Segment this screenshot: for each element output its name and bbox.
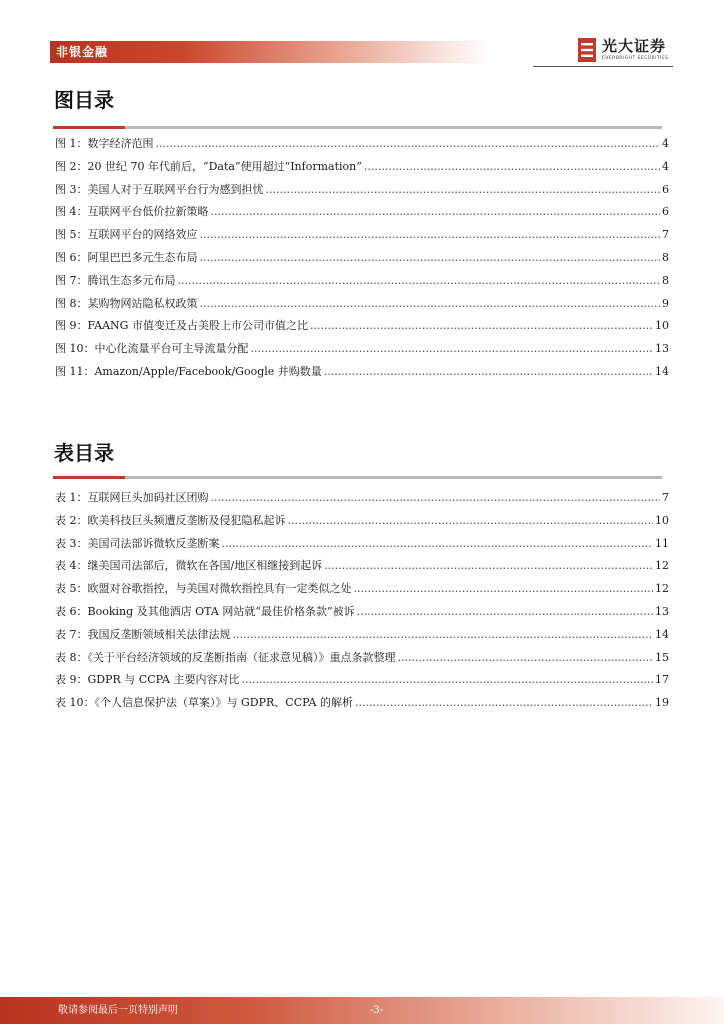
header-band — [50, 41, 490, 63]
toc-leader-dots — [266, 183, 661, 196]
toc-leader-dots — [233, 628, 654, 641]
toc-entry-label: 表 4：继美国司法部后，微软在各国/地区相继接到起诉 — [55, 559, 323, 573]
toc-entry-page: 12 — [655, 582, 669, 596]
toc-leader-dots — [211, 491, 661, 504]
toc-entry[interactable] — [55, 671, 669, 694]
toc-leader-dots — [357, 605, 653, 618]
toc-entry[interactable] — [55, 135, 669, 158]
figure-index-title: 图目录 — [54, 88, 114, 112]
toc-entry-label: 表 9：GDPR 与 CCPA 主要内容对比 — [55, 673, 240, 687]
toc-leader-dots — [222, 537, 654, 550]
toc-entry-label: 图 2：20 世纪 70 年代前后，“Data”使用超过“Information” — [55, 159, 362, 173]
everbright-logo — [578, 36, 673, 66]
toc-leader-dots — [355, 696, 653, 709]
toc-entry-page: 4 — [662, 159, 669, 173]
table-index-title: 表目录 — [54, 441, 114, 465]
toc-entry-page: 7 — [662, 228, 669, 242]
toc-entry-page: 9 — [662, 296, 669, 310]
toc-entry[interactable] — [55, 489, 669, 512]
toc-entry-page: 14 — [655, 627, 669, 641]
figure-index-rule — [53, 126, 662, 129]
toc-entry[interactable] — [55, 226, 669, 249]
toc-entry-page: 8 — [662, 250, 669, 264]
toc-entry-label: 图 11：Amazon/Apple/Facebook/Google 并购数量 — [55, 364, 322, 378]
toc-entry-label: 图 10：中心化流量平台可主导流量分配 — [55, 342, 249, 356]
toc-entry-page: 14 — [655, 364, 669, 378]
toc-entry-page: 13 — [655, 342, 669, 356]
toc-leader-dots — [211, 205, 661, 218]
toc-leader-dots — [200, 297, 661, 310]
logo-text-cn: 光大证券 — [602, 37, 667, 55]
table-index-list — [55, 489, 669, 717]
toc-entry[interactable] — [55, 557, 669, 580]
toc-leader-dots — [156, 137, 661, 150]
toc-entry-label: 表 3：美国司法部诉微软反垄断案 — [55, 536, 220, 550]
toc-entry[interactable] — [55, 158, 669, 181]
toc-entry[interactable] — [55, 603, 669, 626]
toc-leader-dots — [324, 365, 653, 378]
toc-entry-label: 表 5：欧盟对谷歌指控，与美国对微软指控具有一定类似之处 — [55, 582, 352, 596]
toc-entry[interactable] — [55, 295, 669, 318]
toc-entry-page: 17 — [655, 673, 669, 687]
toc-entry[interactable] — [55, 317, 669, 340]
toc-leader-dots — [288, 514, 654, 527]
toc-entry[interactable] — [55, 580, 669, 603]
toc-entry-label: 表 1：互联网巨头加码社区团购 — [55, 491, 209, 504]
toc-entry-label: 图 1：数字经济范围 — [55, 137, 154, 150]
toc-leader-dots — [354, 582, 654, 595]
toc-entry-page: 8 — [662, 273, 669, 287]
toc-entry-label: 图 9：FAANG 市值变迁及占美股上市公司市值之比 — [55, 319, 308, 333]
toc-entry[interactable] — [55, 363, 669, 386]
toc-leader-dots — [251, 342, 654, 355]
toc-entry[interactable] — [55, 340, 669, 363]
logo-text-en: EVERBRIGHT SECURITIES — [602, 56, 669, 61]
header-divider — [533, 66, 673, 67]
toc-entry-page: 11 — [655, 536, 669, 550]
toc-leader-dots — [200, 228, 661, 241]
toc-leader-dots — [241, 673, 653, 686]
toc-leader-dots — [324, 559, 653, 572]
toc-entry-label: 表 6：Booking 及其他酒店 OTA 网站就“最佳价格条款”被诉 — [55, 604, 355, 618]
header-section-label: 非银金融 — [56, 45, 109, 59]
toc-entry-label: 表 2：欧美科技巨头频遭反垄断及侵犯隐私起诉 — [55, 513, 286, 527]
toc-entry[interactable] — [55, 626, 669, 649]
toc-leader-dots — [364, 160, 660, 173]
toc-entry-page: 12 — [655, 559, 669, 573]
toc-entry-page: 6 — [662, 182, 669, 196]
footer-disclaimer: 敬请参阅最后一页特别声明 — [58, 1005, 178, 1016]
everbright-logo-icon — [578, 38, 596, 62]
toc-entry[interactable] — [55, 535, 669, 558]
toc-entry-page: 4 — [662, 137, 669, 150]
toc-entry[interactable] — [55, 249, 669, 272]
toc-leader-dots — [310, 319, 653, 332]
toc-leader-dots — [200, 251, 661, 264]
toc-entry-page: 13 — [655, 604, 669, 618]
toc-entry-label: 表 10：《个人信息保护法（草案）》与 GDPR、CCPA 的解析 — [55, 696, 353, 710]
toc-entry-label: 表 8：《关于平台经济领域的反垄断指南（征求意见稿）》重点条款整理 — [55, 650, 396, 664]
toc-entry-label: 图 7：腾讯生态多元布局 — [55, 273, 176, 287]
toc-leader-dots — [398, 651, 654, 664]
toc-entry-page: 15 — [655, 650, 669, 664]
footer-page-number: -3- — [370, 1005, 384, 1016]
toc-entry-label: 图 5：互联网平台的网络效应 — [55, 228, 198, 242]
toc-entry-page: 7 — [662, 491, 669, 504]
toc-entry-label: 图 6：阿里巴巴多元生态布局 — [55, 250, 198, 264]
toc-entry-page: 19 — [655, 696, 669, 710]
toc-entry-label: 图 8：某购物网站隐私权政策 — [55, 296, 198, 310]
toc-entry[interactable] — [55, 181, 669, 204]
toc-entry[interactable] — [55, 512, 669, 535]
toc-leader-dots — [178, 274, 661, 287]
toc-entry[interactable] — [55, 649, 669, 672]
toc-entry-label: 图 3：美国人对于互联网平台行为感到担忧 — [55, 182, 264, 196]
toc-entry[interactable] — [55, 272, 669, 295]
toc-entry-page: 10 — [655, 513, 669, 527]
table-index-rule — [53, 476, 662, 479]
toc-entry[interactable] — [55, 203, 669, 226]
toc-entry-page: 10 — [655, 319, 669, 333]
toc-entry-page: 6 — [662, 205, 669, 219]
toc-entry[interactable] — [55, 694, 669, 717]
toc-entry-label: 表 7：我国反垄断领域相关法律法规 — [55, 627, 231, 641]
toc-entry-label: 图 4：互联网平台低价拉新策略 — [55, 205, 209, 219]
figure-index-list — [55, 135, 669, 386]
